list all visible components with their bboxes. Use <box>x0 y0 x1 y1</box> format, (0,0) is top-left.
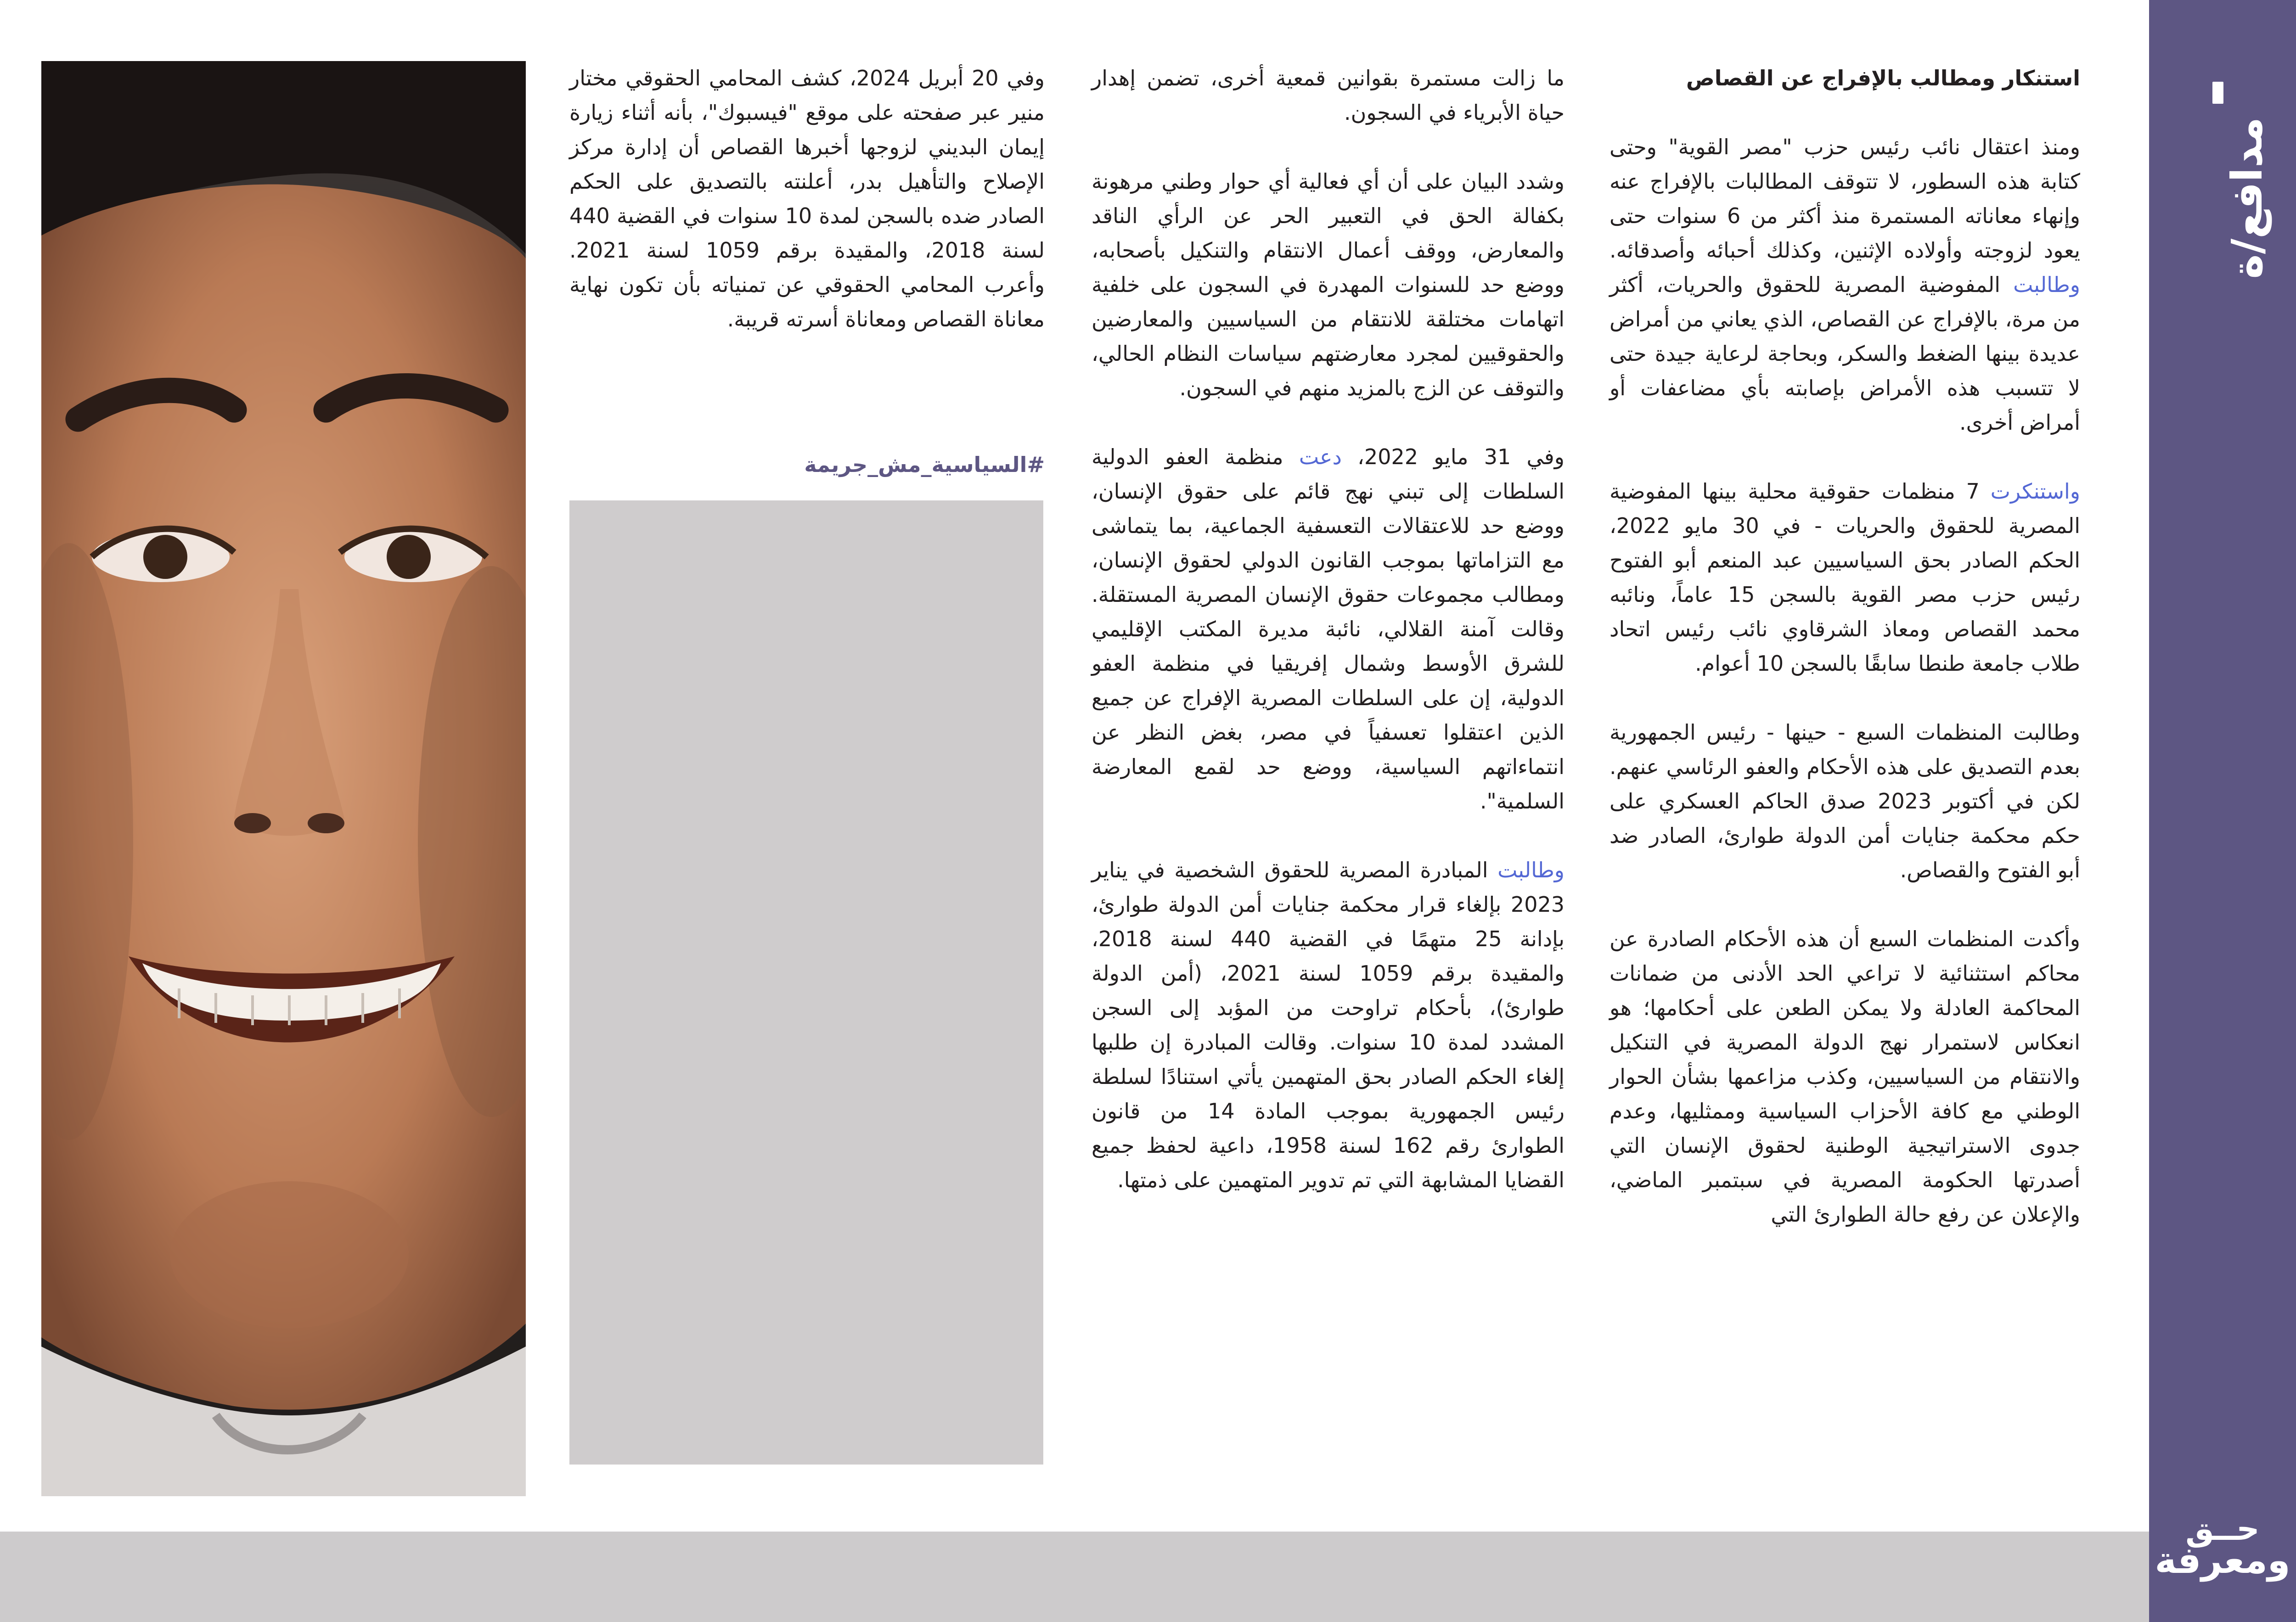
paragraph: وشدد البيان على أن أي فعالية أي حوار وطني مرهونة بكفالة الحق في التعبير الحر عن الرأي الناقد والمعارض، ووقف أعمال الانتقام والتنكيل بأصحابه، ووضع حد للسنوات المهدرة في السجون على خلفية اتهامات مختلقة للانتقام من السياسيين والمعارضين والحقوقيين لمجرد معارضتهم سياسات النظام الحالي، والتوقف عن الزج بالمزيد منهم في السجون. <box>1092 169 1564 400</box>
logo-line-bottom: ومعرفة <box>2155 1539 2290 1582</box>
paragraph: وأكدت المنظمات السبع أن هذه الأحكام الصادرة عن محاكم استثنائية لا تراعي الحد الأدنى من ضمانات المحاكمة العادلة ولا يمكن الطعن على أحكامها؛ هو انعكاس لاستمرار نهج الدولة المصرية في التنكيل والانتقام من السياسيين، وكذب مزاعمها بشأن الحوار الوطني مع كافة الأحزاب السياسية وممثليها، وعدم جدوى الاستراتيجية الوطنية لحقوق الإنسان التي أصدرتها الحكومة المصرية في سبتمبر الماضي، والإعلان عن رفع حالة الطوارئ التي <box>1609 926 2080 1227</box>
section-marker <box>2212 82 2223 104</box>
link-demanded-eipr[interactable]: وطالبت <box>1497 858 1565 882</box>
footer-band <box>0 1532 2149 1622</box>
paragraph-text: منظمة العفو الدولية السلطات إلى تبني نهج قائم على حقوق الإنسان، ووضع حد للاعتقالات التعسفية الجماعية، بما يتماشى مع التزاماتها بموجب القانون الدولي لحقوق الإنسان، ومطالب مجموعات حقوق الإنسان المصرية المستقلة. وقالت آمنة القلالي، نائبة مديرة المكتب الإقليمي للشرق الأوسط وشمال إفريقيا في منظمة العفو الدولية، إن على السلطات المصرية الإفراج عن جميع الذين اعتقلوا تعسفياً في مصر، بغض النظر عن انتماءاتهم السياسية، ووضع حد لقمع المعارضة السلمية". <box>1092 444 1564 814</box>
hashtag[interactable]: #السياسية_مش_جريمة <box>804 452 1045 477</box>
paragraph: وطالبت المنظمات السبع - حينها - رئيس الجمهورية بعدم التصديق على هذه الأحكام والعفو الرئاسي عنهم. لكن في أكتوبر 2023 صدق الحاكم العسكري على حكم محكمة جنايات أمن الدولة طوارئ، الصادر ضد أبو الفتوح والقصاص. <box>1609 720 2081 882</box>
paragraph <box>1092 853 1564 1197</box>
publication-logo <box>2149 1510 2296 1582</box>
paragraph <box>1609 130 2080 440</box>
link-denounced[interactable]: واستنكرت <box>1990 479 2081 504</box>
link-demanded[interactable]: وطالبت <box>2013 272 2081 297</box>
paragraph-text: وفي 31 مايو 2022، <box>1357 444 1565 469</box>
article-column-3 <box>569 61 1045 337</box>
section-title: مدافع/ة <box>2223 117 2272 279</box>
paragraph: ما زالت مستمرة بقوانين قمعية أخرى، تضمن إهدار حياة الأبرياء في السجون. <box>1092 66 1564 125</box>
paragraph-text: المبادرة المصرية للحقوق الشخصية في يناير 2023 بإلغاء قرار محكمة جنايات أمن الدولة طوارئ، بإدانة 25 متهمًا في القضية 440 لسنة 2018، والمقيدة برقم 1059 لسنة 2021، (أمن الدولة طوارئ)، بأحكام تراوحت من المؤبد إلى السجن المشدد لمدة 10 سنوات. وقالت المبادرة إن طلبها إلغاء الحكم الصادر بحق المتهمين يأتي استنادًا لسلطة رئيس الجمهورية بموجب المادة 14 من قانون الطوارئ رقم 162 لسنة 1958، داعية لحفظ جميع القضايا المشابهة التي تم تدوير المتهمين على ذمتها. <box>1092 858 1565 1192</box>
paragraph: وفي 20 أبريل 2024، كشف المحامي الحقوقي مختار منير عبر صفحته على موقع "فيسبوك"، بأنه أثناء زيارة إيمان البديني لزوجها أخبرها القصاص أن إدارة مركز الإصلاح والتأهيل بدر، أعلنته بالتصديق على الحكم الصادر ضده بالسجن لمدة 10 سنوات في القضية 440 لسنة 2018، والمقيدة برقم 1059 لسنة 2021. وأعرب المحامي الحقوقي عن تمنياته بأن تكون نهاية معاناة القصاص ومعاناة أسرته قريبة. <box>569 66 1045 331</box>
link-called[interactable]: دعت <box>1299 444 1342 469</box>
logo-line-top: حــق <box>2185 1510 2260 1548</box>
paragraph-text: 7 منظمات حقوقية محلية بينها المفوضية المصرية للحقوق والحريات - في 30 مايو 2022، الحكم الصادر بحق السياسيين عبد المنعم أبو الفتوح رئيس حزب مصر القوية بالسجن 15 عاماً، ونائبه محمد القصاص ومعاذ الشرقاوي نائب رئيس اتحاد طلاب جامعة طنطا سابقًا بالسجن 10 أعوام. <box>1609 479 2081 676</box>
image-placeholder <box>569 500 1043 1465</box>
article-column-1 <box>1609 61 2080 1232</box>
section-sidebar <box>2149 0 2296 1622</box>
paragraph <box>1609 474 2080 681</box>
section-heading: استنكار ومطالب بالإفراج عن القصاص <box>1686 66 2080 90</box>
paragraph-text: المفوضية المصرية للحقوق والحريات، أكثر من مرة، بالإفراج عن القصاص، الذي يعاني من أمراض عديدة بينها الضغط والسكر، وبحاجة لرعاية جيدة حتى لا تتسبب هذه الأمراض بإصابته بأي مضاعفات أو أمراض أخرى. <box>1609 272 2080 435</box>
portrait-illustration <box>41 61 526 1496</box>
paragraph <box>1092 440 1564 819</box>
portrait-photo <box>41 61 526 1496</box>
article-column-2 <box>1092 61 1564 1197</box>
paragraph-text: ومنذ اعتقال نائب رئيس حزب "مصر القوية" وحتى كتابة هذه السطور، لا تتوقف المطالبات بالإفراج عنه وإنهاء معاناته المستمرة منذ أكثر من 6 سنوات حتى يعود لزوجته وأولاده الإثنين، وكذلك أحبائه وأصدقائه. <box>1609 135 2080 263</box>
